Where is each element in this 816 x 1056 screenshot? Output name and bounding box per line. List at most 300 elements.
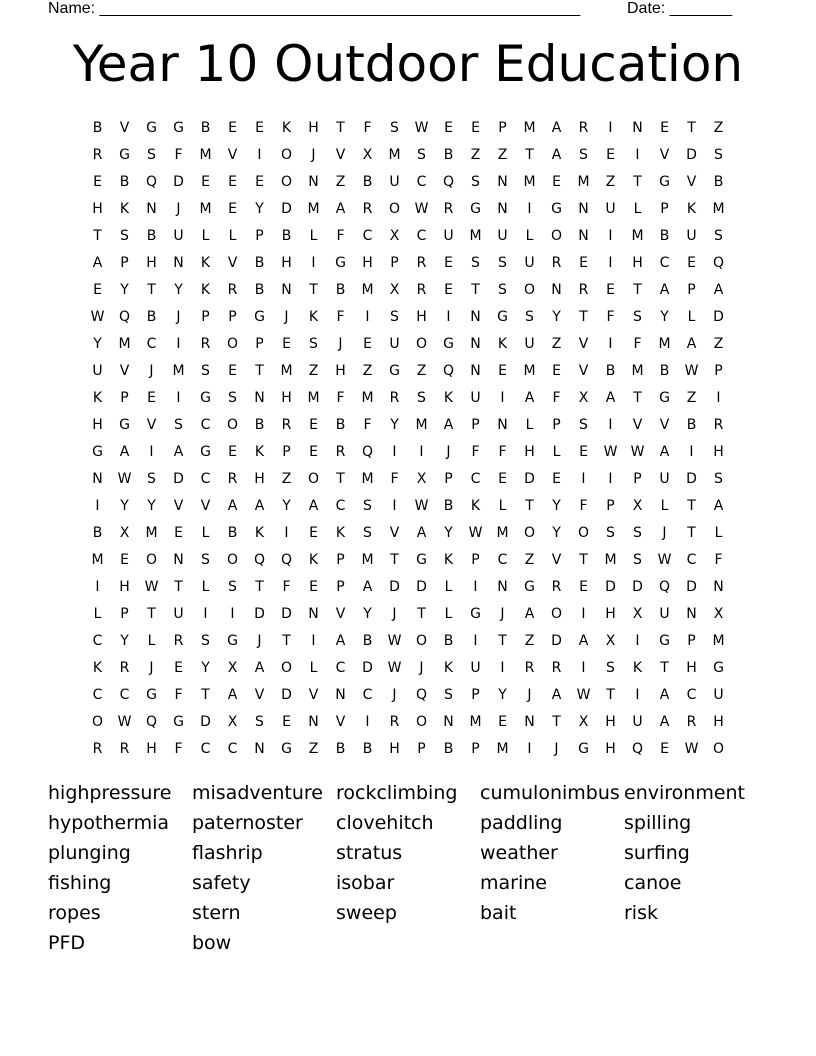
word-bank-item: isobar [336,872,395,894]
grid-letter: B [362,740,373,757]
grid-letter: B [146,227,157,244]
grid-letter: T [282,632,291,649]
grid-letter: N [92,470,103,487]
grid-letter: K [470,497,481,514]
grid-letter: Y [255,200,264,217]
grid-letter: J [392,605,397,622]
grid-letter: K [443,551,454,568]
grid-letter: S [417,146,426,163]
grid-letter: A [551,119,562,136]
grid-letter: E [309,443,318,460]
grid-letter: P [336,551,345,568]
grid-letter: W [387,632,402,649]
grid-letter: E [471,119,480,136]
word-bank-item: plunging [48,842,131,864]
grid-letter: E [282,335,291,352]
grid-letter: J [284,308,289,325]
grid-letter: S [174,416,183,433]
grid-letter: Y [552,308,561,325]
grid-letter: F [174,740,183,757]
grid-letter: V [335,605,346,622]
grid-letter: R [686,713,697,730]
grid-letter: N [146,200,157,217]
grid-letter: V [632,416,643,433]
grid-letter: G [470,605,481,622]
grid-letter: E [147,389,156,406]
grid-letter: K [92,389,103,406]
grid-letter: R [551,659,562,676]
grid-letter: Y [390,416,399,433]
grid-letter: G [659,173,670,190]
grid-letter: B [362,173,373,190]
grid-letter: R [551,578,562,595]
grid-letter: A [578,632,589,649]
grid-letter: I [689,443,694,460]
grid-letter: H [92,416,103,433]
grid-letter: Z [335,173,346,190]
grid-letter: V [200,497,211,514]
grid-letter: R [551,254,562,271]
grid-letter: G [659,632,670,649]
grid-letter: I [608,254,613,271]
grid-letter: E [498,470,507,487]
grid-letter: M [469,227,482,244]
grid-letter: L [444,605,453,622]
date-field[interactable]: Date: _______ [627,0,732,17]
grid-letter: I [581,605,586,622]
grid-letter: T [552,713,561,730]
grid-letter: G [389,362,400,379]
grid-letter: N [632,119,643,136]
grid-letter: F [498,443,507,460]
grid-letter: T [633,173,642,190]
grid-letter: L [525,416,534,433]
grid-letter: I [311,254,316,271]
word-bank-item: risk [624,902,658,924]
grid-letter: S [606,524,615,541]
grid-letter: K [632,659,643,676]
grid-letter: A [659,443,670,460]
grid-letter: M [172,362,185,379]
grid-letter: N [578,227,589,244]
grid-letter: T [498,632,507,649]
grid-letter: L [660,497,669,514]
grid-letter: S [579,146,588,163]
grid-letter: X [632,605,643,622]
grid-letter: K [308,308,319,325]
grid-letter: J [419,659,424,676]
grid-row [84,627,732,654]
word-bank-item: rockclimbing [336,782,458,804]
grid-letter: O [415,713,428,730]
grid-letter: U [713,686,724,703]
grid-letter: G [470,200,481,217]
grid-letter: X [389,227,400,244]
grid-letter: A [254,659,265,676]
grid-letter: W [684,362,699,379]
word-bank-item: clovehitch [336,812,434,834]
grid-letter: D [254,605,265,622]
grid-letter: E [579,578,588,595]
grid-letter: R [92,146,103,163]
grid-letter: A [551,686,562,703]
grid-letter: R [389,713,400,730]
grid-letter: H [362,254,373,271]
grid-row [84,303,732,330]
grid-letter: M [199,200,212,217]
grid-letter: O [226,335,239,352]
grid-letter: P [201,308,210,325]
grid-letter: E [309,578,318,595]
grid-letter: T [336,119,345,136]
grid-letter: N [470,308,481,325]
grid-letter: Q [442,173,455,190]
grid-letter: J [392,686,397,703]
grid-letter: M [118,335,131,352]
grid-letter: S [390,119,399,136]
grid-letter: V [308,686,319,703]
grid-letter: P [120,605,129,622]
grid-letter: I [473,578,478,595]
grid-letter: M [361,551,374,568]
grid-letter: B [254,281,265,298]
grid-letter: K [335,524,346,541]
grid-letter: Z [470,146,481,163]
word-bank-item: stern [192,902,241,924]
grid-letter: I [473,632,478,649]
grid-letter: S [444,686,453,703]
grid-letter: S [201,362,210,379]
grid-letter: X [389,281,400,298]
grid-row [84,681,732,708]
grid-letter: Z [713,335,724,352]
grid-letter: K [308,551,319,568]
grid-letter: E [174,524,183,541]
grid-letter: P [471,686,480,703]
grid-letter: R [416,254,427,271]
grid-letter: A [335,200,346,217]
grid-letter: X [362,146,373,163]
grid-letter: C [686,551,697,568]
grid-letter: O [280,173,293,190]
grid-letter: X [713,605,724,622]
grid-letter: Y [93,335,102,352]
letter-grid [84,114,732,762]
grid-letter: S [390,308,399,325]
grid-letter: T [687,524,696,541]
grid-letter: V [686,173,697,190]
grid-letter: R [227,470,238,487]
grid-letter: H [605,605,616,622]
grid-letter: S [633,524,642,541]
grid-letter: B [335,416,346,433]
grid-letter: D [416,578,427,595]
grid-letter: M [415,416,428,433]
grid-letter: C [200,416,211,433]
grid-letter: Q [631,740,644,757]
word-bank-item: cumulonimbus [480,782,620,804]
grid-letter: V [119,119,130,136]
grid-letter: E [228,443,237,460]
grid-letter: K [497,335,508,352]
grid-letter: C [146,335,157,352]
word-bank [48,778,768,958]
grid-letter: A [92,254,103,271]
grid-letter: G [173,713,184,730]
grid-letter: Y [660,308,669,325]
grid-letter: F [336,227,345,244]
grid-letter: J [149,659,154,676]
grid-letter: I [581,659,586,676]
grid-letter: T [255,362,264,379]
grid-letter: G [443,335,454,352]
grid-letter: A [659,686,670,703]
grid-letter: M [388,146,401,163]
grid-letter: H [146,254,157,271]
grid-letter: W [684,740,699,757]
grid-letter: S [120,227,129,244]
grid-letter: R [578,119,589,136]
grid-letter: N [173,551,184,568]
grid-letter: Q [145,173,158,190]
grid-letter: Q [658,578,671,595]
grid-letter: B [659,362,670,379]
grid-letter: B [92,524,103,541]
grid-letter: E [228,362,237,379]
grid-letter: F [336,308,345,325]
grid-letter: E [444,119,453,136]
grid-letter: K [200,254,211,271]
grid-letter: Q [145,713,158,730]
grid-letter: Z [362,362,373,379]
grid-letter: B [200,119,211,136]
grid-letter: G [146,119,157,136]
grid-letter: V [389,524,400,541]
grid-letter: N [308,605,319,622]
grid-letter: Z [281,470,292,487]
grid-letter: H [713,443,724,460]
grid-letter: J [500,605,505,622]
grid-letter: N [497,173,508,190]
grid-letter: L [525,227,534,244]
grid-letter: G [119,146,130,163]
word-bank-item: highpressure [48,782,172,804]
grid-letter: L [309,659,318,676]
grid-letter: H [605,713,616,730]
name-field[interactable]: Name: ______________________________________________________ [48,0,581,17]
grid-letter: L [228,227,237,244]
grid-letter: T [471,281,480,298]
grid-letter: Z [686,389,697,406]
grid-letter: T [93,227,102,244]
grid-letter: H [281,389,292,406]
grid-letter: J [527,686,532,703]
grid-letter: V [146,416,157,433]
grid-letter: R [524,659,535,676]
word-bank-item: weather [480,842,558,864]
grid-letter: H [389,740,400,757]
grid-letter: Z [308,740,319,757]
grid-letter: S [201,551,210,568]
grid-row [84,195,732,222]
grid-letter: D [686,470,697,487]
grid-letter: E [174,659,183,676]
grid-letter: P [633,470,642,487]
grid-letter: E [579,254,588,271]
grid-letter: U [605,200,616,217]
grid-letter: I [203,605,208,622]
grid-letter: I [176,335,181,352]
word-bank-item: bait [480,902,517,924]
grid-letter: A [659,281,670,298]
grid-letter: Q [118,308,131,325]
grid-letter: P [687,281,696,298]
grid-letter: G [173,119,184,136]
grid-letter: G [281,740,292,757]
grid-letter: P [336,578,345,595]
grid-letter: P [417,740,426,757]
grid-letter: M [199,146,212,163]
grid-letter: O [280,659,293,676]
grid-letter: U [632,713,643,730]
grid-letter: H [713,713,724,730]
grid-letter: B [443,497,454,514]
grid-letter: H [146,740,157,757]
grid-letter: D [686,146,697,163]
grid-letter: D [686,578,697,595]
grid-letter: I [527,740,532,757]
grid-letter: A [254,497,265,514]
grid-letter: S [498,281,507,298]
grid-letter: R [389,389,400,406]
grid-letter: U [389,173,400,190]
grid-letter: G [659,389,670,406]
grid-letter: O [226,416,239,433]
grid-letter: Q [712,254,725,271]
grid-letter: E [579,443,588,460]
word-bank-item: environment [624,782,746,804]
grid-letter: I [365,713,370,730]
grid-letter: G [119,416,130,433]
grid-letter: S [714,227,723,244]
grid-row [84,735,732,762]
grid-letter: M [712,632,725,649]
grid-letter: R [173,632,184,649]
grid-letter: T [633,281,642,298]
grid-letter: K [119,200,130,217]
grid-letter: I [716,389,721,406]
grid-letter: E [255,119,264,136]
grid-letter: J [176,308,181,325]
grid-letter: B [335,281,346,298]
grid-letter: U [524,335,535,352]
grid-letter: B [605,362,616,379]
grid-letter: F [714,551,723,568]
word-bank-item: ropes [48,902,101,924]
grid-letter: W [603,443,618,460]
grid-letter: J [446,443,451,460]
grid-letter: E [228,119,237,136]
grid-letter: G [416,551,427,568]
grid-letter: A [173,443,184,460]
grid-letter: T [309,281,318,298]
grid-letter: M [361,389,374,406]
grid-letter: L [633,200,642,217]
grid-letter: Y [174,281,183,298]
grid-letter: M [361,470,374,487]
grid-letter: W [387,659,402,676]
grid-letter: U [659,605,670,622]
grid-row [84,330,732,357]
grid-letter: K [200,281,211,298]
grid-letter: O [145,551,158,568]
grid-letter: I [527,200,532,217]
grid-letter: D [281,605,292,622]
word-bank-item: stratus [336,842,403,864]
grid-letter: B [443,146,454,163]
grid-letter: A [227,497,238,514]
grid-letter: A [308,497,319,514]
grid-letter: H [686,659,697,676]
grid-letter: C [470,470,481,487]
word-bank-item: surfing [624,842,690,864]
grid-letter: Z [605,173,616,190]
grid-letter: Q [442,362,455,379]
grid-letter: P [255,227,264,244]
grid-letter: W [468,524,483,541]
grid-letter: L [498,497,507,514]
grid-letter: E [309,416,318,433]
word-bank-item: canoe [624,872,682,894]
grid-letter: W [90,308,105,325]
grid-letter: U [470,389,481,406]
grid-row [84,114,732,141]
grid-row [84,141,732,168]
grid-letter: U [389,335,400,352]
grid-letter: X [227,659,238,676]
word-bank-item: paternoster [192,812,303,834]
grid-letter: O [91,713,104,730]
grid-letter: P [660,200,669,217]
grid-letter: A [443,416,454,433]
grid-letter: B [254,254,265,271]
grid-letter: D [173,173,184,190]
grid-letter: F [282,578,291,595]
grid-letter: I [419,443,424,460]
grid-row [84,249,732,276]
grid-letter: G [254,308,265,325]
grid-letter: T [174,578,183,595]
word-bank-item: misadventure [192,782,323,804]
grid-letter: I [365,308,370,325]
grid-letter: H [416,308,427,325]
grid-letter: Y [552,497,561,514]
grid-letter: C [200,470,211,487]
grid-letter: V [227,146,238,163]
grid-letter: W [576,686,591,703]
grid-letter: K [92,659,103,676]
grid-letter: G [524,578,535,595]
grid-letter: S [633,308,642,325]
grid-letter: V [578,362,589,379]
grid-letter: F [606,308,615,325]
grid-letter: M [523,119,536,136]
grid-letter: P [552,416,561,433]
grid-letter: O [523,524,536,541]
grid-letter: R [416,281,427,298]
grid-letter: I [257,146,262,163]
grid-letter: X [578,389,589,406]
